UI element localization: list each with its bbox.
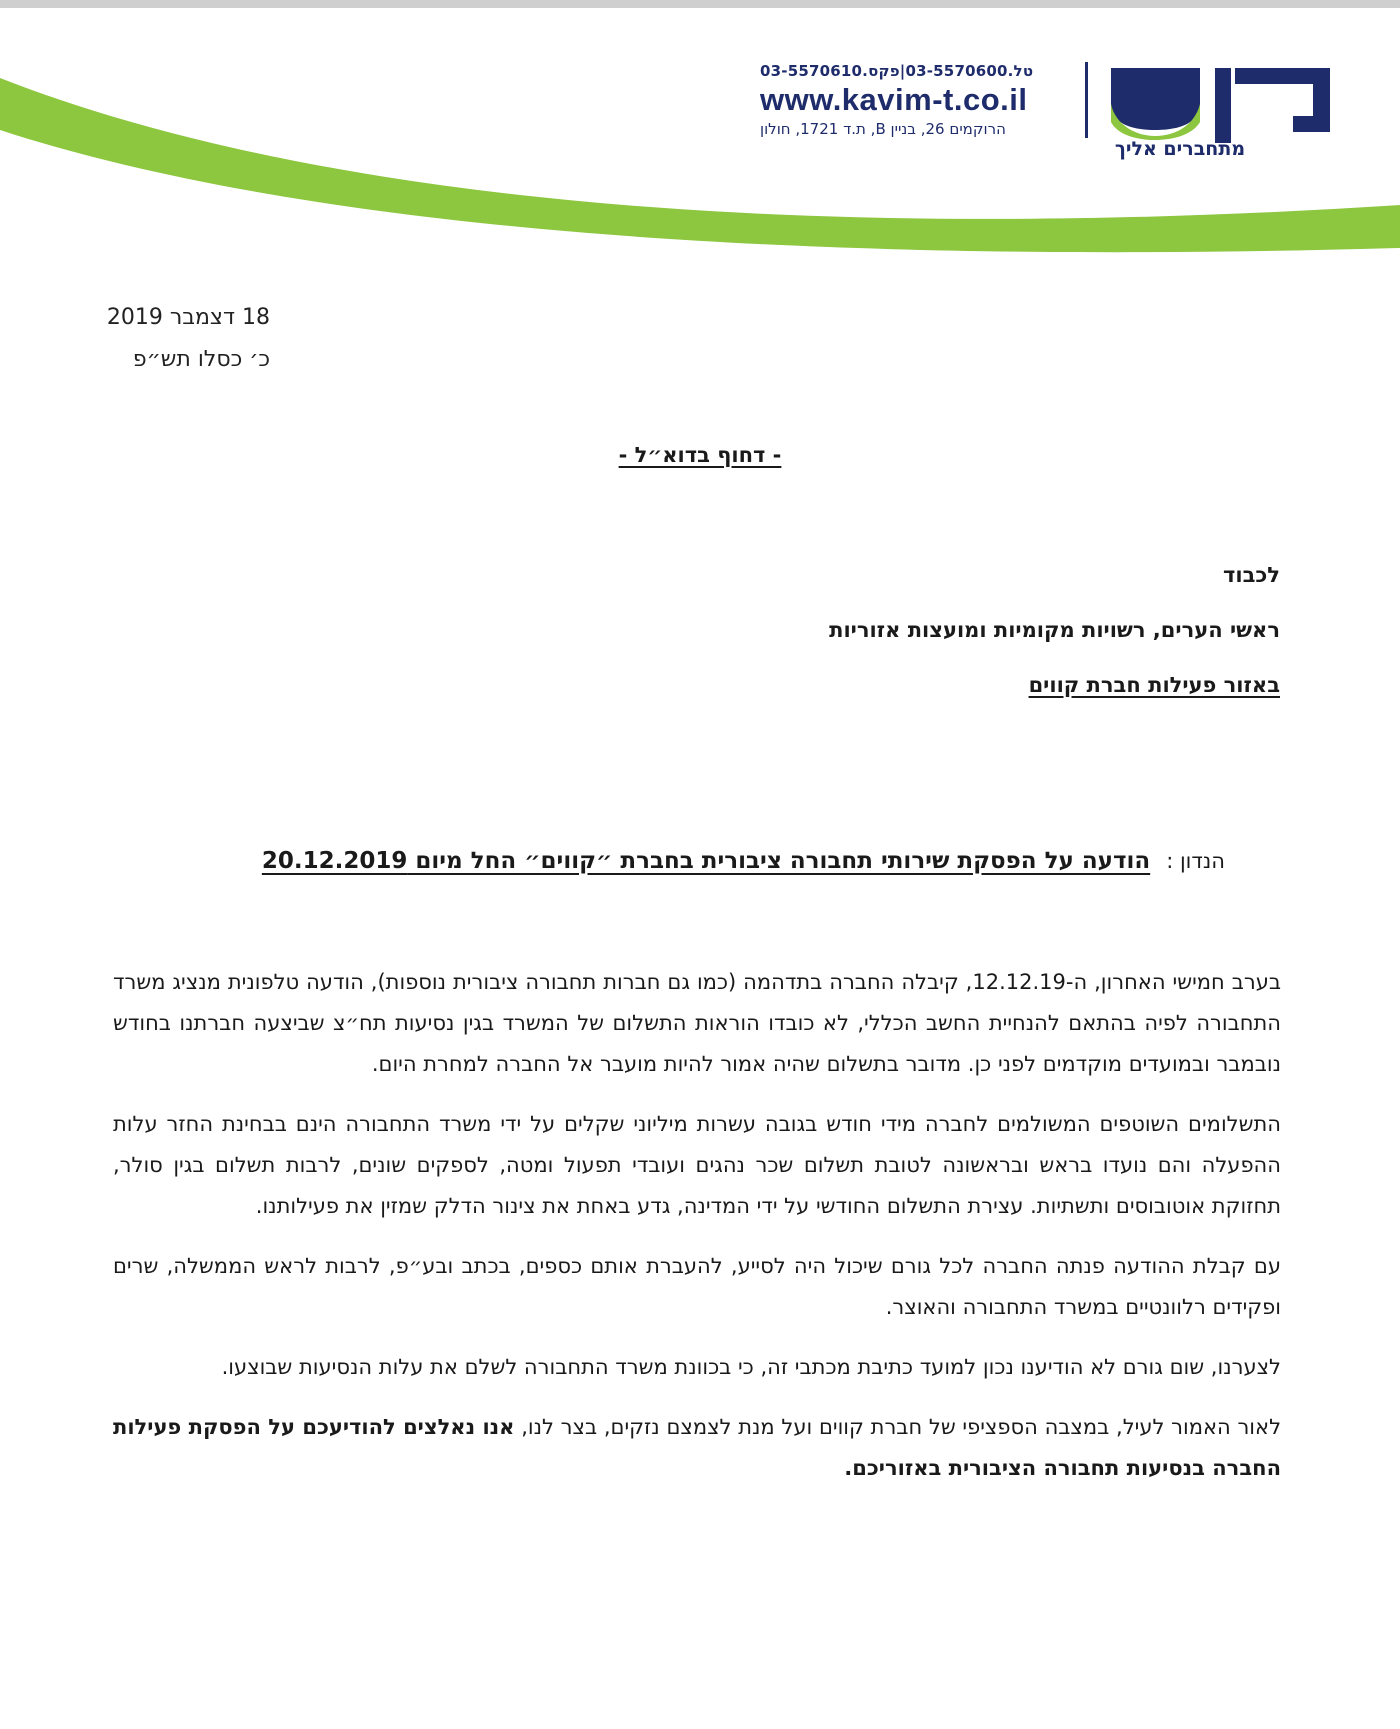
company-address: הרוקמים 26, בניין B, ת.ד 1721, חולון [760,120,1006,138]
body-paragraph-4: לצערנו, שום גורם לא הודיענו נכון למועד כתיבת מכתבי זה, כי בכוונת משרד התחבורה לשלם את עלות הנסיעות שבוצעו. [221,1355,1281,1379]
paragraph-5-bold-text: אנו נאלצים להודיעכם על הפסקת פעילות החברה בנסיעות תחבורה הציבורית באזוריכם. [113,1415,1281,1480]
date-hebrew: כ׳ כסלו תש״פ [132,347,270,372]
subject-label: הנדון : [1166,849,1225,873]
recipients-block [829,563,1280,728]
company-contact-block [760,62,1060,138]
logo-tagline: מתחברים אליך [1114,138,1246,160]
region-line: באזור פעילות חברת קווים [1028,673,1280,697]
contact-phones: טל.03-5570600|פקס.03-5570610 [760,62,1034,80]
paragraph-5-text: לאור האמור לעיל, במצבה הספציפי של חברת קווים ועל מנת לצמצם נזקים, בצר לנו, [514,1415,1282,1439]
to-label: לכבוד [1223,563,1280,587]
urgent-label: - דחוף בדוא״ל - [618,443,782,467]
subject-text: הודעה על הפסקת שירותי תחבורה ציבורית בחברת ״קווים״ החל מיום 20.12.2019 [261,848,1151,874]
company-website: www.kavim-t.co.il [760,82,1028,117]
letter-date-block [107,305,270,389]
body-paragraph-2: התשלומים השוטפים המשולמים לחברה מידי חודש בגובה עשרות מיליוני שקלים על ידי משרד התחבורה הינם בבחינת החזר עלות ההפעלה והם נועדו בראש ובראשונה לטובת תשלום שכר נהגים ועובדי תפעול ומטה, לספקים שונים, לרבות תשלום בגין סולר, תחזוקת אוטובוסים ותשתיות. עצירת התשלום החודשי על ידי המדינה, גדע באחת את צינור הדלק שמזין את פעילותנו. [113,1112,1281,1218]
header-divider [1085,62,1088,138]
subject-line [115,848,1225,874]
letter-body [113,962,1281,1508]
body-paragraph-1: בערב חמישי האחרון, ה-12.12.19, קיבלה החברה בתדהמה (כמו גם חברות תחבורה ציבורית נוספות), הודעה טלפונית מנציג משרד התחבורה לפיה בהתאם להנחיית החשב הכללי, לא כובדו הוראות התשלום של המשרד בגין נסיעות תח״צ שביצעה חברתנו בחודש נובמבר ובמועדים מוקדמים לפני כן. מדובר בתשלום שהיה אמור להיות מועבר אל החברה למחרת היום. [113,970,1281,1076]
recipients-line: ראשי הערים, רשויות מקומיות ומועצות אזוריות [829,618,1280,642]
body-paragraph-3: עם קבלת ההודעה פנתה החברה לכל גורם שיכול היה לסייע, להעברת אותם כספים, בכתב ובע״פ, לרבות לראש הממשלה, שרים ופקידים רלוונטיים במשרד התחבורה והאוצר. [113,1254,1281,1319]
date-gregorian: 18 דצמבר 2019 [106,305,270,330]
body-paragraph-5 [113,1407,1281,1489]
urgent-notice [0,443,1400,467]
